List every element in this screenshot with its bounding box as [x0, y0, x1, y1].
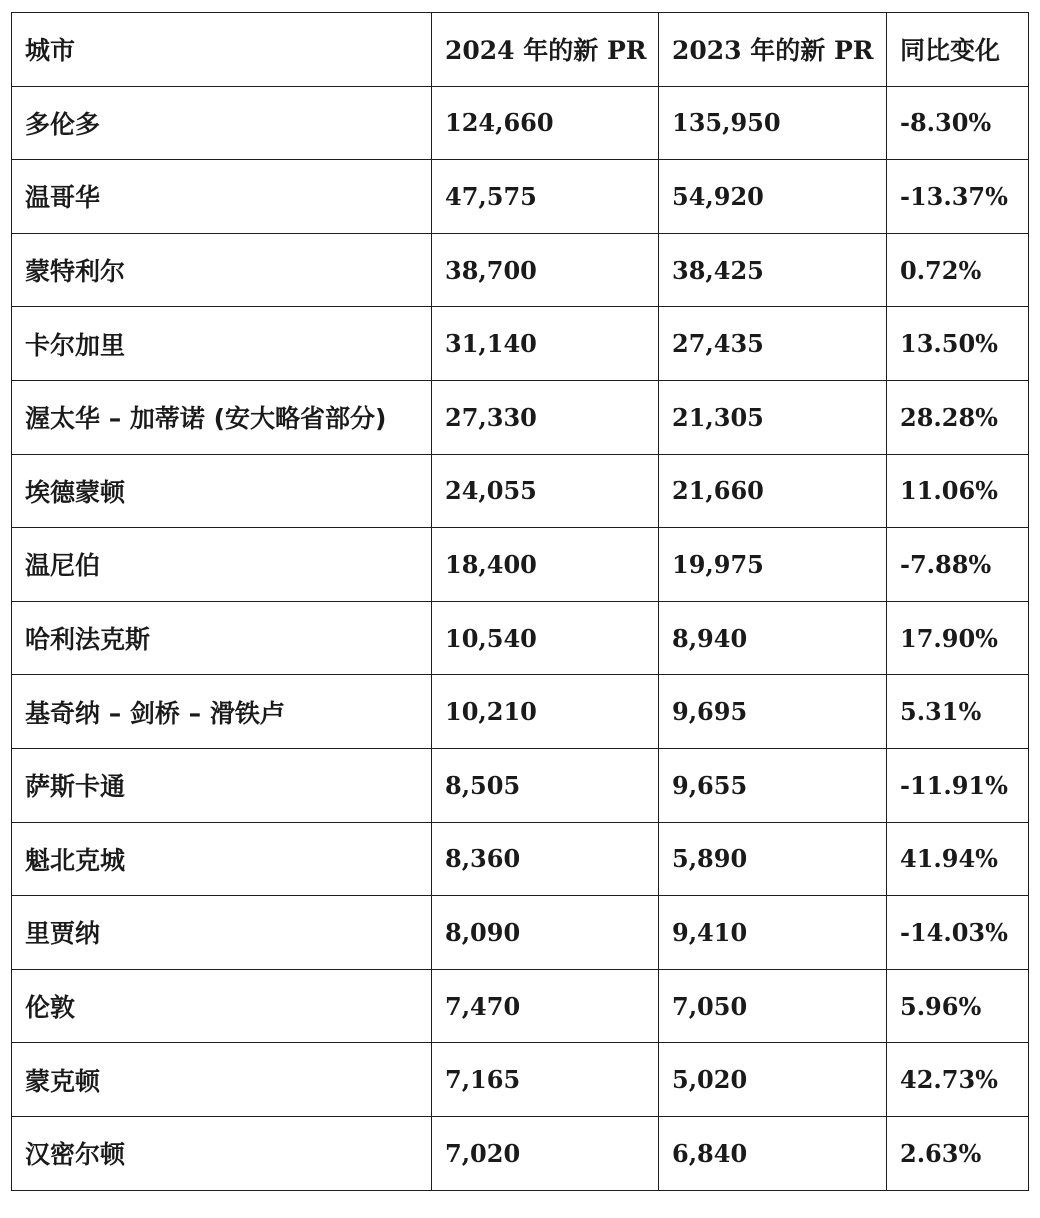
- cell-pr-2023: 9,655: [659, 748, 887, 822]
- cell-city: 基奇纳 – 剑桥 – 滑铁卢: [12, 675, 432, 749]
- table-row: [12, 528, 1029, 602]
- cell-yoy-change: -14.03%: [887, 896, 1029, 970]
- cell-city: 蒙特利尔: [12, 233, 432, 307]
- cell-pr-2024: 8,360: [432, 822, 659, 896]
- cell-pr-2024: 124,660: [432, 86, 659, 160]
- table-row: [12, 748, 1029, 822]
- cell-pr-2024: 10,540: [432, 601, 659, 675]
- cell-pr-2024: 7,165: [432, 1043, 659, 1117]
- cell-yoy-change: -8.30%: [887, 86, 1029, 160]
- cell-pr-2024: 7,470: [432, 969, 659, 1043]
- table-header-row: [12, 13, 1029, 87]
- cell-yoy-change: -13.37%: [887, 160, 1029, 234]
- cell-pr-2024: 18,400: [432, 528, 659, 602]
- cell-city: 伦敦: [12, 969, 432, 1043]
- cell-city: 温尼伯: [12, 528, 432, 602]
- table-row: [12, 307, 1029, 381]
- table-row: [12, 822, 1029, 896]
- cell-yoy-change: 11.06%: [887, 454, 1029, 528]
- cell-pr-2024: 38,700: [432, 233, 659, 307]
- cell-yoy-change: 5.96%: [887, 969, 1029, 1043]
- table-row: [12, 896, 1029, 970]
- cell-city: 魁北克城: [12, 822, 432, 896]
- cell-pr-2023: 21,305: [659, 380, 887, 454]
- cell-pr-2024: 7,020: [432, 1116, 659, 1190]
- header-pr-2024: 2024 年的新 PR: [432, 13, 659, 87]
- table-row: [12, 1116, 1029, 1190]
- cell-yoy-change: 41.94%: [887, 822, 1029, 896]
- cell-yoy-change: 28.28%: [887, 380, 1029, 454]
- cell-yoy-change: -7.88%: [887, 528, 1029, 602]
- cell-pr-2023: 21,660: [659, 454, 887, 528]
- cell-yoy-change: 2.63%: [887, 1116, 1029, 1190]
- header-yoy-change: 同比变化: [887, 13, 1029, 87]
- table-row: [12, 454, 1029, 528]
- cell-city: 卡尔加里: [12, 307, 432, 381]
- cell-yoy-change: 0.72%: [887, 233, 1029, 307]
- table-row: [12, 160, 1029, 234]
- cell-pr-2023: 135,950: [659, 86, 887, 160]
- cell-city: 里贾纳: [12, 896, 432, 970]
- cell-pr-2024: 31,140: [432, 307, 659, 381]
- cell-pr-2023: 5,020: [659, 1043, 887, 1117]
- header-pr-2023: 2023 年的新 PR: [659, 13, 887, 87]
- cell-city: 蒙克顿: [12, 1043, 432, 1117]
- table-row: [12, 233, 1029, 307]
- cell-pr-2024: 27,330: [432, 380, 659, 454]
- cell-pr-2023: 19,975: [659, 528, 887, 602]
- cell-pr-2023: 38,425: [659, 233, 887, 307]
- cell-pr-2024: 47,575: [432, 160, 659, 234]
- cell-pr-2023: 9,695: [659, 675, 887, 749]
- cell-yoy-change: 5.31%: [887, 675, 1029, 749]
- cell-yoy-change: 42.73%: [887, 1043, 1029, 1117]
- header-city: 城市: [12, 13, 432, 87]
- pr-table-container: [11, 12, 1028, 1191]
- cell-city: 哈利法克斯: [12, 601, 432, 675]
- cell-city: 埃德蒙顿: [12, 454, 432, 528]
- cell-pr-2023: 7,050: [659, 969, 887, 1043]
- cell-city: 萨斯卡通: [12, 748, 432, 822]
- cell-pr-2023: 27,435: [659, 307, 887, 381]
- table-row: [12, 969, 1029, 1043]
- cell-pr-2024: 10,210: [432, 675, 659, 749]
- cell-pr-2023: 6,840: [659, 1116, 887, 1190]
- table-row: [12, 86, 1029, 160]
- cell-pr-2023: 9,410: [659, 896, 887, 970]
- cell-pr-2024: 24,055: [432, 454, 659, 528]
- table-row: [12, 1043, 1029, 1117]
- cell-city: 温哥华: [12, 160, 432, 234]
- cell-yoy-change: -11.91%: [887, 748, 1029, 822]
- table-row: [12, 601, 1029, 675]
- cell-pr-2023: 54,920: [659, 160, 887, 234]
- cell-yoy-change: 13.50%: [887, 307, 1029, 381]
- pr-table: [11, 12, 1029, 1191]
- table-row: [12, 380, 1029, 454]
- cell-city: 渥太华 – 加蒂诺 (安大略省部分): [12, 380, 432, 454]
- cell-city: 多伦多: [12, 86, 432, 160]
- cell-city: 汉密尔顿: [12, 1116, 432, 1190]
- cell-pr-2024: 8,090: [432, 896, 659, 970]
- cell-pr-2023: 5,890: [659, 822, 887, 896]
- table-row: [12, 675, 1029, 749]
- cell-yoy-change: 17.90%: [887, 601, 1029, 675]
- cell-pr-2023: 8,940: [659, 601, 887, 675]
- cell-pr-2024: 8,505: [432, 748, 659, 822]
- table-body: [12, 86, 1029, 1190]
